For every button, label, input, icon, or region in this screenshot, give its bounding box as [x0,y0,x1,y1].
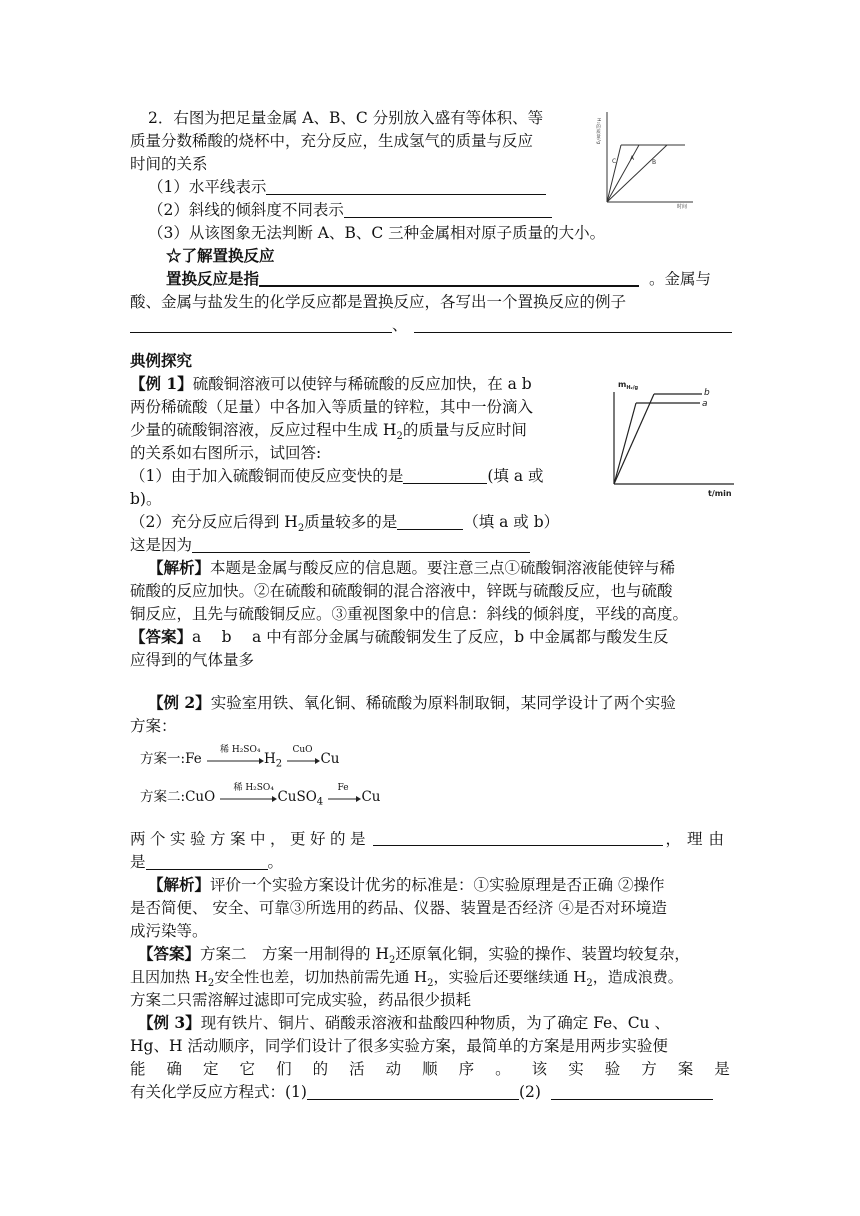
chart2-line-a-slope [614,403,636,484]
ex1-question-1 [130,466,544,486]
ex1-q2-sub: 2 [297,523,305,535]
ex3-char: 该 [531,1060,548,1078]
q2-line-1: 2．右图为把足量金属 A、B、C 分别放入盛有等体积、等 [148,109,544,127]
ex1-tag: 【例 1】 [130,374,193,393]
ex3-char: 动 [385,1060,402,1078]
ex1-answer-1 [130,627,669,647]
ex3-char: 确 [166,1060,183,1078]
ex3-char: 们 [276,1060,292,1078]
ex1-h2-sub: 2 [396,431,403,443]
ex2-reason-blank[interactable] [146,853,268,870]
ex3-line-3 [130,1059,730,1079]
ex2-question-reason: ，理由 [665,830,730,848]
arrow-3-icon [219,796,277,802]
ex2-question-end: 。 [267,853,284,871]
ex1-line-1 [130,374,532,394]
plan-2-mid-main: CuSO [277,789,317,805]
ex3-char: 活 [349,1060,365,1078]
section-heading: ☆了解置换反应 [166,246,275,265]
ex1-answer-2: 应得到的气体量多 [130,651,255,669]
ex2-question [130,829,730,849]
q2-sub-1 [148,177,546,197]
ex2-question-is: 是 [130,853,146,871]
plan-1-label: 方案一: [140,751,186,767]
plan-1-reagent-1: 稀 H₂SO₄ [219,744,261,755]
ex1-line-4: 的关系如右图所示，试回答: [130,444,322,462]
ex3-char: 验 [604,1060,621,1078]
hydrogen-time-chart-1 [597,108,697,208]
ex1-line-3-tail: 的质量与反应时间 [402,421,527,439]
plan-2-mid [277,789,324,808]
ex2-analysis-tag: 【解析】 [148,875,211,894]
ex3-char: 定 [203,1060,219,1078]
ex3-eq-label-2: (2) [518,1083,541,1101]
plan-1-arrow-2 [286,744,320,769]
ex3-line-4 [130,1082,713,1102]
ex2-line-2: 方案： [130,717,177,735]
ex1-analysis-2: 硫酸的反应加快。②在硫酸和硫酸铜的混合溶液中，锌既与硫酸反应，也与硫酸 [130,582,673,600]
ex1-q1-blank[interactable] [403,467,487,484]
ex3-tag: 【例 3】 [138,1013,201,1032]
ex2-tag: 【例 2】 [148,693,211,712]
ex1-line-3-text: 少量的硫酸铜溶液，反应过程中生成 H [130,421,397,439]
definition-line [166,269,711,289]
ex1-analysis-tag: 【解析】 [148,558,211,577]
arrow-1-icon [206,758,264,764]
chart1-x-label: 时间 [677,204,688,210]
definition-line-2: 酸、金属与盐发生的化学反应都是置换反应，各写出一个置换反应的例子 [130,293,627,311]
ex3-char: 能 [130,1060,146,1078]
ex2-answer-text-2: 且因加热 H [130,968,208,986]
ex1-q2-text: （2）充分反应后得到 H [130,513,298,531]
chart1-slope-a [607,145,639,202]
chart1-slope-c [607,145,621,202]
ex2-line-1-text: 实验室用铁、氧化铜、稀硫酸为原料制取铜，某同学设计了两个实验 [210,694,676,712]
chart1-label-b: B [652,159,657,166]
q2-blank-1[interactable] [266,178,546,195]
ex1-q2-hint: （填 a 或 b） [463,513,560,531]
example-blank-1[interactable] [130,316,392,333]
ex3-char: 的 [312,1060,329,1078]
ex2-analysis-1 [148,875,664,895]
ex3-char: 它 [239,1060,256,1078]
ex1-analysis-text-1: 本题是金属与酸反应的信息题。要注意三点①硫酸铜溶液能使锌与稀 [210,559,676,577]
ex2-analysis-3: 成污染等。 [130,922,208,940]
ex2-answer-text-1b: 还原氧化铜，实验的操作、装置均较复杂， [395,945,690,963]
ex2-line-1 [148,693,676,713]
ex2-question-blank[interactable] [373,829,663,846]
chart2-label-a: a [702,399,708,409]
plan-1 [140,744,340,774]
chart2-label-b: b [704,388,710,398]
ex1-q1-hint: (填 a 或 [487,467,544,485]
plan-2-start: CuO [185,789,216,805]
ex2-answer-text-1: 方案二 方案一用制得的 H [200,945,389,963]
ex2-analysis-2: 是否简便、 安全、可靠③所选用的药品、仪器、装置是否经济 ④是否对环境造 [130,899,667,917]
ex1-answer-tag: 【答案】 [130,627,193,646]
ex2-answer-text-2d: ，造成浪费。 [592,968,683,986]
ex3-equation-blank-2[interactable] [551,1083,713,1100]
ex2-ans-sub-3: 2 [427,978,434,989]
q2-line-2: 质量分数稀酸的烧杯中，充分反应，生成氢气的质量与反应 [130,132,534,150]
ex1-q3-text: 这是因为 [130,536,193,554]
ex3-char: 实 [568,1060,584,1078]
q2-sub-3: （3）从该图象无法判断 A、B、C 三种金属相对原子质量的大小。 [148,224,606,242]
ex1-line-2: 两份稀硫酸（足量）中各加入等质量的锌粒，其中一份滴入 [130,398,534,416]
ex2-answer-3: 方案二只需溶解过滤即可完成实验，药品很少损耗 [130,991,472,1009]
plan-2-end: Cu [361,789,381,805]
plan-2-mid-sub: 4 [316,796,324,808]
q2-sub-2-text: （2）斜线的倾斜度不同表示 [148,201,344,219]
ex3-eq-label-1: 有关化学反应方程式：(1) [130,1083,307,1101]
chart2-line-b-slope [614,394,654,484]
plan-1-mid-sub: 2 [275,758,283,770]
ex3-line-2: Hg、H 活动顺序，同学们设计了很多实验方案，最简单的方案是用两步实验便 [130,1037,668,1055]
chart1-slope-b [607,145,667,202]
ex2-ans-sub-1: 2 [388,955,396,967]
q2-sub-1-text: （1）水平线表示 [148,178,267,196]
ex1-q2-text-2: 质量较多的是 [304,513,398,531]
examples-heading: 典例探究 [130,351,193,370]
definition-label: 置换反应是指 [166,269,260,288]
hydrogen-time-chart-2 [604,374,740,498]
plan-1-reagent-2: CuO [292,744,313,755]
ex2-answer-text-2c: ，实验后还要继续通 H [433,968,587,986]
ex2-question-text: 两个实验方案中，更好的是 [130,830,371,848]
ex2-answer-tag: 【答案】 [138,944,201,963]
plan-2-arrow-1 [219,782,277,807]
plan-1-start: Fe [185,751,202,767]
plan-1-arrow-1 [206,744,264,769]
q2-line-3: 时间的关系 [130,155,208,173]
ex2-answer-text-2b: 安全性也差，切加热前需先通 H [214,968,428,986]
ex2-question-2 [130,852,283,872]
ex3-char: 。 [495,1060,511,1078]
chart2-y-label [618,380,639,391]
example-blank-2[interactable] [414,316,732,333]
ex3-char: 是 [714,1060,730,1078]
ex3-char: 方 [641,1060,657,1078]
plan-2-reagent-1: 稀 H₂SO₄ [233,782,274,793]
example-separator: 、 [392,316,408,334]
ex1-answer-text-1: a b a 中有部分金属与硫酸铜发生了反应，b 中金属都与酸发生反 [192,628,669,646]
chart2-y-label-main: m [618,380,627,389]
ex3-char: 序 [458,1060,475,1078]
ex3-line-1-text: 现有铁片、铜片、硝酸汞溶液和盐酸四种物质，为了确定 Fe、Cu 、 [200,1014,670,1032]
definition-tail: 。金属与 [649,270,712,288]
definition-blank[interactable] [259,269,639,287]
ex2-analysis-text-1: 评价一个实验方案设计优劣的标准是：①实验原理是否正确 ②操作 [210,876,665,894]
example-blanks-line [130,315,732,335]
chart2-x-label: t/min [708,489,732,498]
plan-1-mid [263,751,283,770]
arrow-2-icon [286,758,320,764]
q2-blank-2[interactable] [344,201,552,218]
chart1-y-label: H₂的质量/g [595,118,601,145]
plan-1-mid-main: H [263,751,276,767]
ex1-analysis-3: 铜反应，且先与硫酸铜反应。③重视图象中的信息：斜线的倾斜度，平线的高度。 [130,605,689,623]
ex3-char: 案 [677,1060,694,1078]
ex1-q2-blank[interactable] [397,513,463,530]
ex1-question-3 [130,535,530,555]
ex3-char: 顺 [422,1060,438,1078]
ex1-q3-blank[interactable] [192,536,530,553]
plan-2-reagent-2: Fe [337,782,349,793]
chart1-label-a: A [630,155,635,162]
ex2-ans-sub-2: 2 [207,978,215,989]
ex3-line-1 [138,1013,670,1033]
plan-2-arrow-2 [327,782,361,807]
ex2-ans-sub-4: 2 [586,978,593,989]
ex1-question-1-cont: b)。 [130,490,162,508]
ex1-q1-text: （1）由于加入硫酸铜而使反应变快的是 [130,467,404,485]
chart1-label-c: C [612,158,617,165]
plan-2 [140,782,381,812]
ex1-analysis-1 [148,558,675,578]
q2-sub-2 [148,200,552,220]
ex3-equation-blank-1[interactable] [307,1083,519,1100]
ex1-line-1-text: 硫酸铜溶液可以使锌与稀硫酸的反应加快，在 a b [192,375,532,393]
chart2-y-label-sub: H₂/g [626,385,639,391]
arrow-4-icon [327,796,361,802]
plan-1-end: Cu [320,751,340,767]
plan-2-label: 方案二: [140,789,186,805]
